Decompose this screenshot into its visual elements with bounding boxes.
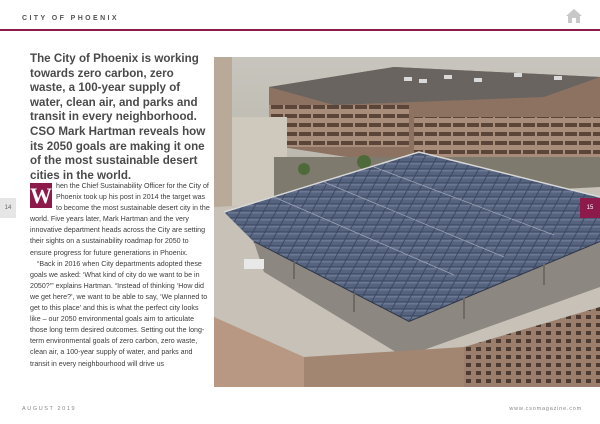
footer-website-link[interactable]: www.csomagazine.com [509, 406, 582, 412]
page-number-right: 15 [580, 198, 600, 218]
page-number-left: 14 [0, 198, 16, 218]
article-paragraph: “Back in 2016 when City departments adopted these goals we asked: ‘What kind of city do we want to be in 2050?’” explains Hartman. “Instead of thinking ‘How did we get here?’, we want to be able to say, ‘We planned to get to this place’ and this is what the perfect city looks like – our 2050 environmental goals aim to articulate those long term desired outcomes. Setting out the long-term environmental goals of zero carbon, zero waste, clean air, a 100-year supply of water, and parks and transit in every neighbourhood will drive us [30, 259, 208, 368]
dropcap: W [30, 183, 52, 208]
article-body [30, 181, 210, 370]
paragraph-1-text: hen the Chief Sustainability Officer for the City of Phoenix took up his post in 2014 the target was to become the most sustainable desert city in the world. Five years later, Mark Hartman and the very innovative department heads across the City are setting their sights on a sustainability roadmap for 2050 to ensure progress for future generations in Phoenix. [30, 182, 210, 257]
magazine-section-title: CITY OF PHOENIX [22, 15, 119, 22]
solar-carport-photo [214, 57, 600, 387]
header-divider [0, 29, 600, 31]
article-paragraph [30, 181, 210, 259]
article-standfirst: The City of Phoenix is working towards zero carbon, zero waste, a 100-year supply of water, clean air, and parks and transit in every neighborhood. CSO Mark Hartman reveals how its 2050 goals are making it one of the most sustainable desert cities in the world. [30, 52, 206, 182]
home-icon[interactable] [565, 8, 583, 24]
footer-issue-date: AUGUST 2019 [22, 406, 77, 412]
